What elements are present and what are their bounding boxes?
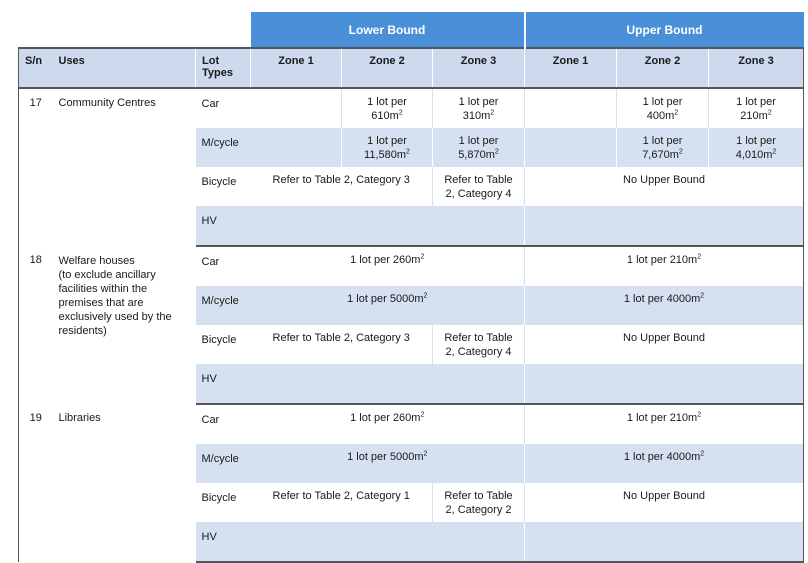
column-header-row: [19, 48, 804, 88]
bound-band-row: [19, 12, 804, 48]
lb-zone3-cell: Refer to Table 2, Category 4: [433, 167, 525, 206]
lot-type-cell: HV: [196, 364, 251, 404]
lb-empty-cell: [251, 206, 525, 246]
header-sn: S/n: [19, 48, 53, 88]
ub-cell: 1 lot per $4000m^2$: [525, 444, 804, 483]
lot-type-cell: Bicycle: [196, 325, 251, 364]
lot-type-cell: HV: [196, 206, 251, 246]
lot-type-cell: HV: [196, 522, 251, 562]
lot-type-cell: M/cycle: [196, 444, 251, 483]
ub-zone3-cell: 1 lot per $210m^2$: [709, 88, 804, 128]
ub-zone1-cell: [525, 128, 617, 167]
lot-type-cell: M/cycle: [196, 286, 251, 325]
header-lot-types: [196, 48, 251, 88]
header-lot-types-line2: Types: [202, 67, 233, 79]
lot-type-cell: M/cycle: [196, 128, 251, 167]
lb-zone12-cell: Refer to Table 2, Category 1: [251, 483, 433, 522]
use-cell: Libraries: [53, 404, 196, 562]
lot-type-cell: Car: [196, 88, 251, 128]
lb-zone2-cell: 1 lot per $610m^2$: [342, 88, 433, 128]
sn-cell: 17: [19, 88, 53, 246]
ub-empty-cell: [525, 522, 804, 562]
ub-zone3-cell: 1 lot per $4,010m^2$: [709, 128, 804, 167]
header-lb-zone2: Zone 2: [342, 48, 433, 88]
lb-zone12-cell: Refer to Table 2, Category 3: [251, 167, 433, 206]
lot-type-cell: Bicycle: [196, 167, 251, 206]
lb-zone3-cell: Refer to Table 2, Category 2: [433, 483, 525, 522]
lb-cell: 1 lot per $5000m^2$: [251, 444, 525, 483]
table-row: [19, 88, 804, 128]
header-ub-zone1: Zone 1: [525, 48, 617, 88]
ub-cell: 1 lot per $210m^2$: [525, 246, 804, 286]
lb-zone12-cell: Refer to Table 2, Category 3: [251, 325, 433, 364]
ub-cell: 1 lot per $210m^2$: [525, 404, 804, 444]
ub-cell: 1 lot per $4000m^2$: [525, 286, 804, 325]
lb-zone3-cell: 1 lot per $5,870m^2$: [433, 128, 525, 167]
lb-zone1-cell: [251, 88, 342, 128]
upper-bound-header: Upper Bound: [525, 12, 804, 48]
header-lb-zone1: Zone 1: [251, 48, 342, 88]
ub-cell: No Upper Bound: [525, 483, 804, 522]
header-lot-types-line1: Lot: [202, 55, 220, 67]
header-lb-zone3: Zone 3: [433, 48, 525, 88]
lower-bound-header: Lower Bound: [251, 12, 525, 48]
lb-empty-cell: [251, 364, 525, 404]
ub-empty-cell: [525, 206, 804, 246]
lb-zone2-cell: 1 lot per $11,580m^2$: [342, 128, 433, 167]
ub-cell: No Upper Bound: [525, 325, 804, 364]
sn-cell: 18: [19, 246, 53, 404]
sn-cell: 19: [19, 404, 53, 562]
lb-empty-cell: [251, 522, 525, 562]
use-cell: Welfare houses (to exclude ancillary facilities within the premises that are exclusively used by the residents): [53, 246, 196, 404]
lot-type-cell: Car: [196, 246, 251, 286]
ub-zone2-cell: 1 lot per $7,670m^2$: [617, 128, 709, 167]
lb-zone3-cell: 1 lot per $310m^2$: [433, 88, 525, 128]
parking-standards-table: [18, 12, 804, 563]
header-ub-zone3: Zone 3: [709, 48, 804, 88]
header-ub-zone2: Zone 2: [617, 48, 709, 88]
band-blank: [19, 12, 251, 48]
ub-cell: No Upper Bound: [525, 167, 804, 206]
lb-zone1-cell: [251, 128, 342, 167]
ub-empty-cell: [525, 364, 804, 404]
ub-zone2-cell: 1 lot per $400m^2$: [617, 88, 709, 128]
lot-type-cell: Bicycle: [196, 483, 251, 522]
lb-cell: 1 lot per $260m^2$: [251, 246, 525, 286]
lb-cell: 1 lot per $5000m^2$: [251, 286, 525, 325]
use-cell: Community Centres: [53, 88, 196, 246]
lb-cell: 1 lot per $260m^2$: [251, 404, 525, 444]
header-uses: Uses: [53, 48, 196, 88]
lot-type-cell: Car: [196, 404, 251, 444]
table-row: [19, 246, 804, 286]
table-row: [19, 404, 804, 444]
ub-zone1-cell: [525, 88, 617, 128]
lb-zone3-cell: Refer to Table 2, Category 4: [433, 325, 525, 364]
